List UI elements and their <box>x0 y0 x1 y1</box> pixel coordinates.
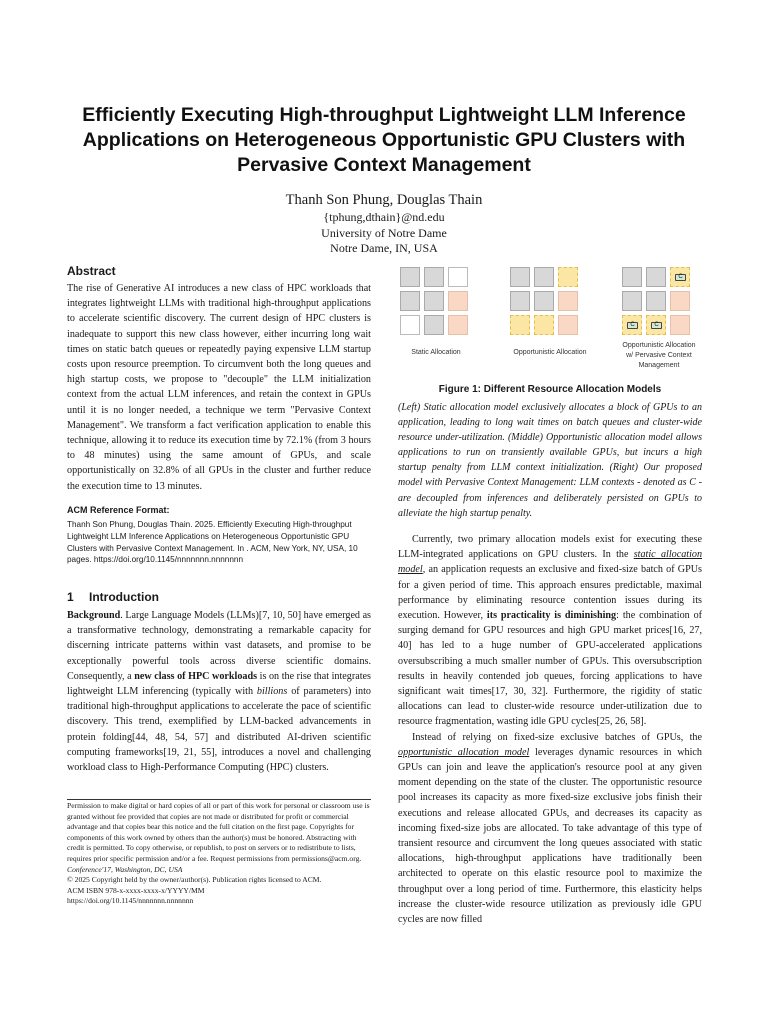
author-email[interactable]: {tphung,dthain}@nd.edu <box>323 210 445 224</box>
section-title: Introduction <box>89 590 159 604</box>
right-paragraph-1 <box>398 532 702 730</box>
gpu-cell <box>448 267 468 287</box>
gpu-cell <box>400 267 420 287</box>
figure-resource-allocation <box>398 264 702 376</box>
context-badge: C <box>627 322 638 329</box>
right-paragraph-2 <box>398 730 702 928</box>
author-names: Thanh Son Phung, Douglas Thain <box>285 192 483 208</box>
intro-text-c: of parameters) into traditional high-throughput applications to accelerate the pace of scientific discovery. This trend, exemplified by LLM-backed advancements in protein folding[44, 48, 54, 57] and distributed AI-driven scientific computing frameworks[19, 21, 55], introduces a novel and challenging workload class to High-Performance Computing (HPC) clusters. <box>67 686 371 774</box>
intro-bold: new class of HPC workloads <box>134 670 258 682</box>
static-allocation-label: Static Allocation <box>411 349 461 356</box>
intro-text-a: . Large Language Models (LLMs)[7, 10, 50] have emerged as a transformative technology, demonstrating a remarkable capacity for discerning intricate patterns within vast datasets, and promise to be exceptionally powerful tools across diverse scientific domains. Consequently, a <box>67 610 371 682</box>
opportunistic-allocation-term: opportunistic allocation model <box>398 746 530 758</box>
gpu-cell <box>448 291 468 311</box>
gpu-cell <box>400 315 420 335</box>
static-allocation-diagram <box>400 267 468 335</box>
acm-reference-heading: ACM Reference Format: <box>67 505 170 515</box>
label-line: Management <box>638 362 680 369</box>
gpu-cell <box>670 291 690 311</box>
gpu-cell <box>424 315 444 335</box>
gpu-cell <box>510 315 530 335</box>
gpu-cell <box>534 267 554 287</box>
context-badge: C <box>675 274 686 281</box>
gpu-cell <box>622 267 642 287</box>
gpu-cell <box>534 291 554 311</box>
opportunistic-allocation-diagram <box>510 267 578 335</box>
abstract-heading: Abstract <box>67 264 116 278</box>
gpu-cell <box>424 267 444 287</box>
label-line: Opportunistic Allocation <box>622 342 696 349</box>
institution: University of Notre Dame <box>321 225 447 240</box>
gpu-cell <box>448 315 468 335</box>
intro-italic: billions <box>256 686 288 698</box>
context-badge: C <box>651 322 662 329</box>
gpu-cell <box>622 291 642 311</box>
pervasive-context-diagram <box>622 267 690 335</box>
bold-phrase: its practicality is diminishing <box>486 610 617 622</box>
right-column-text <box>398 532 702 927</box>
gpu-cell <box>646 291 666 311</box>
abstract-text: The rise of Generative AI introduces a new class of HPC workloads that integrates lightweight LLMs with traditional high-throughput applications to accelerate scientific discovery. The current design of HPC clusters is inadequate to support this new class however, either incurring long wait times on static batch queues or repeatedly paying expensive LLM startup costs upon resource preemption. To circumvent both the long queues and high startup costs, we propose to "decouple" the LLM initialization context from the actual LLM inferences, and retain the context in GPUs until it is no longer needed, a technique we term "Pervasive Context Management". We transform a fact verification application to enable this technique, allowing it to reduce its execution time by 72.1% (from 3 hours to 48 minutes) using the same amount of GPUs, and scale opportunistically on 32.8% of all GPUs in the cluster and further reduce the execution time to 13 minutes. <box>67 283 371 492</box>
text-run: , an application requests an exclusive and fixed-size batch of GPUs for a given period of time. This approach ensures predictable, maximal performance by eliminating resource contention issues during its execution. However, <box>398 564 702 622</box>
figure-caption: Figure 1: Different Resource Allocation Models <box>438 384 662 395</box>
gpu-cell <box>670 315 690 335</box>
text-run: Instead of relying on fixed-size exclusive batches of GPUs, the <box>412 731 702 743</box>
gpu-cell <box>646 267 666 287</box>
conference-info: Conference'17, Washington, DC, USA <box>67 864 183 874</box>
paper-title: Efficiently Executing High-throughput Lightweight LLM Inference Applications on Heterogeneous Opportunistic GPU Clusters with Pervasive Context Management <box>82 104 686 176</box>
gpu-cell <box>622 315 642 335</box>
text-run: Currently, two primary allocation models exist for executing these LLM-integrated applications on GPU clusters. In the <box>398 534 702 561</box>
pervasive-context-label <box>616 341 702 371</box>
text-run: : the combination of surging demand for GPU resources and high GPU market prices[16, 27, 40] has led to a huge number of GPU-accelerated applications oversubscribing a much smaller number of GPUs. This oversubscription results in heavily contended job queues, forcing applications to have significant wait times[17, 30, 32]. Furthermore, the rigidity of static allocations can lead to cluster-wide resource under-utilization due to resource fragmentation, wasting idle GPU cycles[25, 26, 58]. <box>398 610 703 728</box>
gpu-cell <box>646 315 666 335</box>
author-affiliation <box>100 210 668 257</box>
gpu-cell <box>510 291 530 311</box>
permission-notice <box>67 801 371 907</box>
location: Notre Dame, IN, USA <box>330 241 438 256</box>
gpu-cell <box>558 291 578 311</box>
text-run: leverages dynamic resources in which GPUs can join and leave the application's resource pool at any given moment depending on the state of the cluster. The opportunistic resource pool increases its capacity as more fixed-size exclusive jobs finish their executions and release allocated GPUs, and decreases its capacity as incoming fixed-size jobs are allocated. To take advantage of this type of transient resource and circumvent the long queues associated with static allocations, high-throughput applications have traditionally been architected to operate on this elastic resource pool to maximize the throughput over a long period of time. Furthermore, this elasticity helps increase the cluster-wide resource utilization as previously idle GPU cycles are now filled <box>398 746 702 926</box>
permission-text: Permission to make digital or hard copies of all or part of this work for personal or classroom use is granted without fee provided that copies are not made or distributed for profit or commercial advantage and that copies bear this notice and the full citation on the first page. Copyrights for components of this work owned by others than the author(s) must be honored. Abstracting with credit is permitted. To copy otherwise, or republish, to post on servers or to redistribute to lists, requires prior specific permission and/or a fee. Request permissions from permissions@acm.org. <box>67 801 370 863</box>
label-line: w/ Pervasive Context <box>626 352 692 359</box>
static-allocation-term: static allocation model <box>398 549 703 576</box>
gpu-cell <box>558 315 578 335</box>
opportunistic-allocation-label: Opportunistic Allocation <box>513 349 587 356</box>
gpu-cell <box>510 267 530 287</box>
background-label: Background <box>67 610 121 621</box>
doi-link[interactable]: https://doi.org/10.1145/nnnnnnn.nnnnnnn <box>67 896 194 906</box>
acm-reference-text: Thanh Son Phung, Douglas Thain. 2025. Efficiently Executing High-throughput Lightweight LLM Inference Applications on Heterogeneous Opportunistic GPU Clusters with Pervasive Context Management. In . ACM, New York, NY, USA, 10 pages. https://doi.org/10.1145/nnnnnnn.nnnnnnn <box>67 520 358 565</box>
footnote-divider <box>67 799 371 800</box>
gpu-cell <box>558 267 578 287</box>
introduction-paragraph <box>67 608 371 775</box>
copyright-line: © 2025 Copyright held by the owner/author(s). Publication rights licensed to ACM. <box>67 875 322 885</box>
gpu-cell <box>400 291 420 311</box>
gpu-cell <box>424 291 444 311</box>
section-heading-introduction <box>67 590 159 604</box>
section-number: 1 <box>67 590 74 604</box>
isbn-line: ACM ISBN 978-x-xxxx-xxxx-x/YYYY/MM <box>67 885 205 895</box>
gpu-cell <box>670 267 690 287</box>
figure-description: (Left) Static allocation model exclusively allocates a block of GPUs to an application, leading to long wait times on batch queues and cluster-wide resource under-utilization. (Middle) Opportunistic allocation model allows applications to run on transiently available GPUs, but incurs a high startup penalty from LLM context initialization. (Right) Our proposed model with Pervasive Context Management: LLM contexts - denoted as C - are decoupled from inferences and deliberately persisted on GPUs to alleviate the high startup penalty. <box>398 402 702 519</box>
gpu-cell <box>534 315 554 335</box>
intro-text-b: is on the rise that integrates lightweight LLM inferencing (typically with <box>67 670 371 698</box>
